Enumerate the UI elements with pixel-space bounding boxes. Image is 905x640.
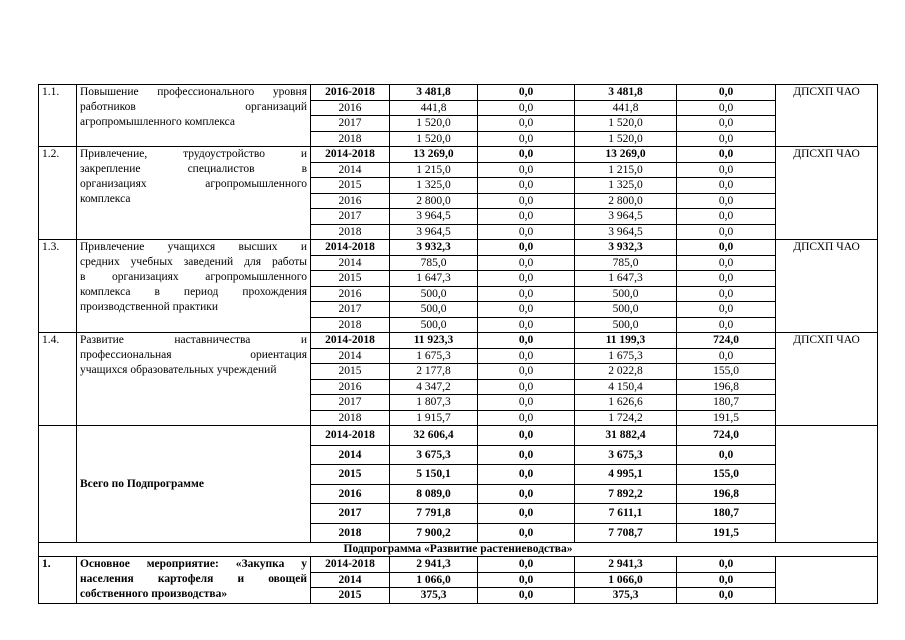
federal-budget-cell: 0,0 (478, 465, 575, 485)
other-sources-cell: 0,0 (677, 193, 776, 209)
description-line: комплекса в период прохождения (80, 285, 307, 298)
federal-budget-cell: 0,0 (478, 271, 575, 287)
period-cell: 2015 (311, 178, 390, 194)
period-cell: 2018 (311, 224, 390, 240)
period-cell: 2014-2018 (311, 147, 390, 163)
other-sources-cell: 180,7 (677, 395, 776, 411)
other-sources-cell: 0,0 (677, 131, 776, 147)
period-cell: 2014 (311, 255, 390, 271)
row-index: 1.4. (39, 333, 77, 426)
district-budget-cell: 2 800,0 (575, 193, 677, 209)
total-cost-cell: 500,0 (390, 286, 478, 302)
federal-budget-cell: 0,0 (478, 302, 575, 318)
total-cost-cell: 32 606,4 (390, 426, 478, 446)
period-cell: 2015 (311, 271, 390, 287)
other-sources-cell: 0,0 (677, 85, 776, 101)
other-sources-cell: 0,0 (677, 271, 776, 287)
total-cost-cell: 3 675,3 (390, 445, 478, 465)
district-budget-cell: 7 611,1 (575, 504, 677, 524)
period-cell: 2014-2018 (311, 426, 390, 446)
federal-budget-cell: 0,0 (478, 178, 575, 194)
other-sources-cell: 724,0 (677, 426, 776, 446)
other-sources-cell: 196,8 (677, 484, 776, 504)
federal-budget-cell: 0,0 (478, 193, 575, 209)
district-budget-cell: 7 892,2 (575, 484, 677, 504)
district-budget-cell: 7 708,7 (575, 523, 677, 543)
federal-budget-cell: 0,0 (478, 317, 575, 333)
other-sources-cell: 0,0 (677, 302, 776, 318)
district-budget-cell: 1 066,0 (575, 572, 677, 588)
district-budget-cell: 1 626,6 (575, 395, 677, 411)
other-sources-cell: 0,0 (677, 445, 776, 465)
total-cost-cell: 7 900,2 (390, 523, 478, 543)
other-sources-cell: 191,5 (677, 410, 776, 426)
district-budget-cell: 441,8 (575, 100, 677, 116)
other-sources-cell: 0,0 (677, 240, 776, 256)
other-sources-cell: 191,5 (677, 523, 776, 543)
federal-budget-cell: 0,0 (478, 364, 575, 380)
district-budget-cell: 4 150,4 (575, 379, 677, 395)
total-cost-cell: 1 215,0 (390, 162, 478, 178)
district-budget-cell: 3 675,3 (575, 445, 677, 465)
district-budget-cell: 11 199,3 (575, 333, 677, 349)
period-cell: 2018 (311, 131, 390, 147)
total-cost-cell: 1 915,7 (390, 410, 478, 426)
period-cell: 2016 (311, 193, 390, 209)
total-label: Всего по Подпрограмме (77, 426, 311, 543)
total-cost-cell: 1 647,3 (390, 271, 478, 287)
other-sources-cell: 0,0 (677, 178, 776, 194)
description-line: Развитие наставничества и (80, 334, 307, 346)
total-cost-cell: 3 964,5 (390, 209, 478, 225)
total-cost-cell: 3 481,8 (390, 85, 478, 101)
total-cost-cell: 4 347,2 (390, 379, 478, 395)
row-index: 1.2. (39, 147, 77, 240)
district-budget-cell: 1 520,0 (575, 131, 677, 147)
federal-budget-cell: 0,0 (478, 333, 575, 349)
period-cell: 2014-2018 (311, 240, 390, 256)
total-cost-cell: 1 807,3 (390, 395, 478, 411)
other-sources-cell: 0,0 (677, 147, 776, 163)
federal-budget-cell: 0,0 (478, 588, 575, 604)
district-budget-cell: 500,0 (575, 302, 677, 318)
period-cell: 2016 (311, 484, 390, 504)
district-budget-cell: 2 941,3 (575, 557, 677, 573)
federal-budget-cell: 0,0 (478, 484, 575, 504)
measure-description (77, 240, 311, 333)
other-sources-cell: 0,0 (677, 286, 776, 302)
period-cell: 2014 (311, 348, 390, 364)
other-sources-cell: 155,0 (677, 465, 776, 485)
table-row (39, 85, 878, 101)
district-budget-cell: 31 882,4 (575, 426, 677, 446)
federal-budget-cell: 0,0 (478, 379, 575, 395)
period-cell: 2016 (311, 379, 390, 395)
federal-budget-cell: 0,0 (478, 504, 575, 524)
federal-budget-cell: 0,0 (478, 410, 575, 426)
federal-budget-cell: 0,0 (478, 255, 575, 271)
row-index: 1.3. (39, 240, 77, 333)
description-line: средних учебных заведений для работы (80, 255, 307, 268)
district-budget-cell: 4 995,1 (575, 465, 677, 485)
federal-budget-cell: 0,0 (478, 147, 575, 163)
district-budget-cell: 3 932,3 (575, 240, 677, 256)
description-line: закрепление специалистов в (80, 162, 307, 175)
federal-budget-cell: 0,0 (478, 162, 575, 178)
description-line: комплекса (80, 192, 131, 205)
row-index: 1.1. (39, 85, 77, 147)
description-line: населения картофеля и овощей (80, 572, 307, 585)
district-budget-cell: 3 481,8 (575, 85, 677, 101)
other-sources-cell: 155,0 (677, 364, 776, 380)
period-cell: 2015 (311, 364, 390, 380)
executor-cell: ДПСХП ЧАО (776, 240, 878, 333)
federal-budget-cell: 0,0 (478, 286, 575, 302)
total-cost-cell: 1 520,0 (390, 116, 478, 132)
description-line: Основное мероприятие: «Закупка у (80, 558, 307, 570)
total-cost-cell: 500,0 (390, 317, 478, 333)
description-line: профессиональная ориентация (80, 348, 307, 361)
measure-description (77, 557, 311, 604)
other-sources-cell: 0,0 (677, 557, 776, 573)
budget-table (38, 84, 878, 604)
federal-budget-cell: 0,0 (478, 131, 575, 147)
district-budget-cell: 2 022,8 (575, 364, 677, 380)
federal-budget-cell: 0,0 (478, 116, 575, 132)
period-cell: 2017 (311, 116, 390, 132)
measure-description (77, 85, 311, 147)
table-row (39, 333, 878, 349)
district-budget-cell: 500,0 (575, 286, 677, 302)
other-sources-cell: 0,0 (677, 116, 776, 132)
period-cell: 2015 (311, 465, 390, 485)
federal-budget-cell: 0,0 (478, 209, 575, 225)
federal-budget-cell: 0,0 (478, 85, 575, 101)
district-budget-cell: 1 724,2 (575, 410, 677, 426)
total-cost-cell: 7 791,8 (390, 504, 478, 524)
period-cell: 2016-2018 (311, 85, 390, 101)
total-cost-cell: 1 675,3 (390, 348, 478, 364)
district-budget-cell: 1 325,0 (575, 178, 677, 194)
period-cell: 2014 (311, 572, 390, 588)
total-cost-cell: 500,0 (390, 302, 478, 318)
description-line: учащихся образовательных учреждений (80, 363, 277, 376)
total-cost-cell: 8 089,0 (390, 484, 478, 504)
table-row (39, 557, 878, 573)
subprogram-title-row (39, 543, 878, 557)
subprogram-title: Подпрограмма «Развитие растениеводства» (39, 543, 878, 557)
total-cost-cell: 1 066,0 (390, 572, 478, 588)
other-sources-cell: 0,0 (677, 572, 776, 588)
total-row (39, 426, 878, 446)
federal-budget-cell: 0,0 (478, 348, 575, 364)
federal-budget-cell: 0,0 (478, 572, 575, 588)
district-budget-cell: 1 520,0 (575, 116, 677, 132)
description-line: Привлечение, трудоустройство и (80, 148, 307, 160)
period-cell: 2014-2018 (311, 557, 390, 573)
description-line: Привлечение учащихся высших и (80, 241, 307, 253)
row-index: 1. (39, 557, 77, 604)
district-budget-cell: 13 269,0 (575, 147, 677, 163)
other-sources-cell: 0,0 (677, 588, 776, 604)
total-cost-cell: 785,0 (390, 255, 478, 271)
period-cell: 2014 (311, 162, 390, 178)
total-cost-cell: 375,3 (390, 588, 478, 604)
federal-budget-cell: 0,0 (478, 523, 575, 543)
federal-budget-cell: 0,0 (478, 240, 575, 256)
district-budget-cell: 785,0 (575, 255, 677, 271)
table-row (39, 240, 878, 256)
period-cell: 2016 (311, 100, 390, 116)
federal-budget-cell: 0,0 (478, 100, 575, 116)
other-sources-cell: 0,0 (677, 348, 776, 364)
period-cell: 2017 (311, 209, 390, 225)
total-cost-cell: 3 932,3 (390, 240, 478, 256)
description-line: организациях агропромышленного (80, 177, 307, 190)
total-cost-cell: 11 923,3 (390, 333, 478, 349)
executor-cell-empty (776, 557, 878, 604)
description-line: собственного производства» (80, 587, 228, 600)
federal-budget-cell: 0,0 (478, 426, 575, 446)
other-sources-cell: 724,0 (677, 333, 776, 349)
other-sources-cell: 196,8 (677, 379, 776, 395)
period-cell: 2017 (311, 302, 390, 318)
period-cell: 2018 (311, 523, 390, 543)
table-row (39, 147, 878, 163)
other-sources-cell: 0,0 (677, 224, 776, 240)
period-cell: 2014 (311, 445, 390, 465)
total-cost-cell: 2 177,8 (390, 364, 478, 380)
executor-cell: ДПСХП ЧАО (776, 85, 878, 147)
district-budget-cell: 3 964,5 (575, 224, 677, 240)
total-cost-cell: 13 269,0 (390, 147, 478, 163)
executor-cell: ДПСХП ЧАО (776, 333, 878, 426)
total-cost-cell: 1 520,0 (390, 131, 478, 147)
other-sources-cell: 0,0 (677, 162, 776, 178)
federal-budget-cell: 0,0 (478, 557, 575, 573)
period-cell: 2018 (311, 317, 390, 333)
total-cost-cell: 5 150,1 (390, 465, 478, 485)
total-cost-cell: 3 964,5 (390, 224, 478, 240)
federal-budget-cell: 0,0 (478, 445, 575, 465)
description-line: работников организаций (80, 100, 307, 113)
district-budget-cell: 1 675,3 (575, 348, 677, 364)
executor-cell: ДПСХП ЧАО (776, 147, 878, 240)
period-cell: 2017 (311, 504, 390, 524)
total-cost-cell: 441,8 (390, 100, 478, 116)
row-index-empty (39, 426, 77, 543)
other-sources-cell: 0,0 (677, 317, 776, 333)
other-sources-cell: 0,0 (677, 255, 776, 271)
description-line: производственной практики (80, 300, 219, 313)
table-body (39, 85, 878, 604)
description-line: Повышение профессионального уровня (80, 86, 307, 98)
period-cell: 2015 (311, 588, 390, 604)
total-cost-cell: 2 941,3 (390, 557, 478, 573)
period-cell: 2017 (311, 395, 390, 411)
executor-cell-empty (776, 426, 878, 543)
other-sources-cell: 180,7 (677, 504, 776, 524)
district-budget-cell: 500,0 (575, 317, 677, 333)
federal-budget-cell: 0,0 (478, 224, 575, 240)
other-sources-cell: 0,0 (677, 209, 776, 225)
district-budget-cell: 3 964,5 (575, 209, 677, 225)
district-budget-cell: 1 647,3 (575, 271, 677, 287)
other-sources-cell: 0,0 (677, 100, 776, 116)
description-line: в организациях агропромышленного (80, 270, 307, 283)
federal-budget-cell: 0,0 (478, 395, 575, 411)
measure-description (77, 333, 311, 426)
description-line: агропромышленного комплекса (80, 115, 236, 128)
measure-description (77, 147, 311, 240)
period-cell: 2016 (311, 286, 390, 302)
district-budget-cell: 1 215,0 (575, 162, 677, 178)
period-cell: 2018 (311, 410, 390, 426)
period-cell: 2014-2018 (311, 333, 390, 349)
total-cost-cell: 1 325,0 (390, 178, 478, 194)
district-budget-cell: 375,3 (575, 588, 677, 604)
total-cost-cell: 2 800,0 (390, 193, 478, 209)
